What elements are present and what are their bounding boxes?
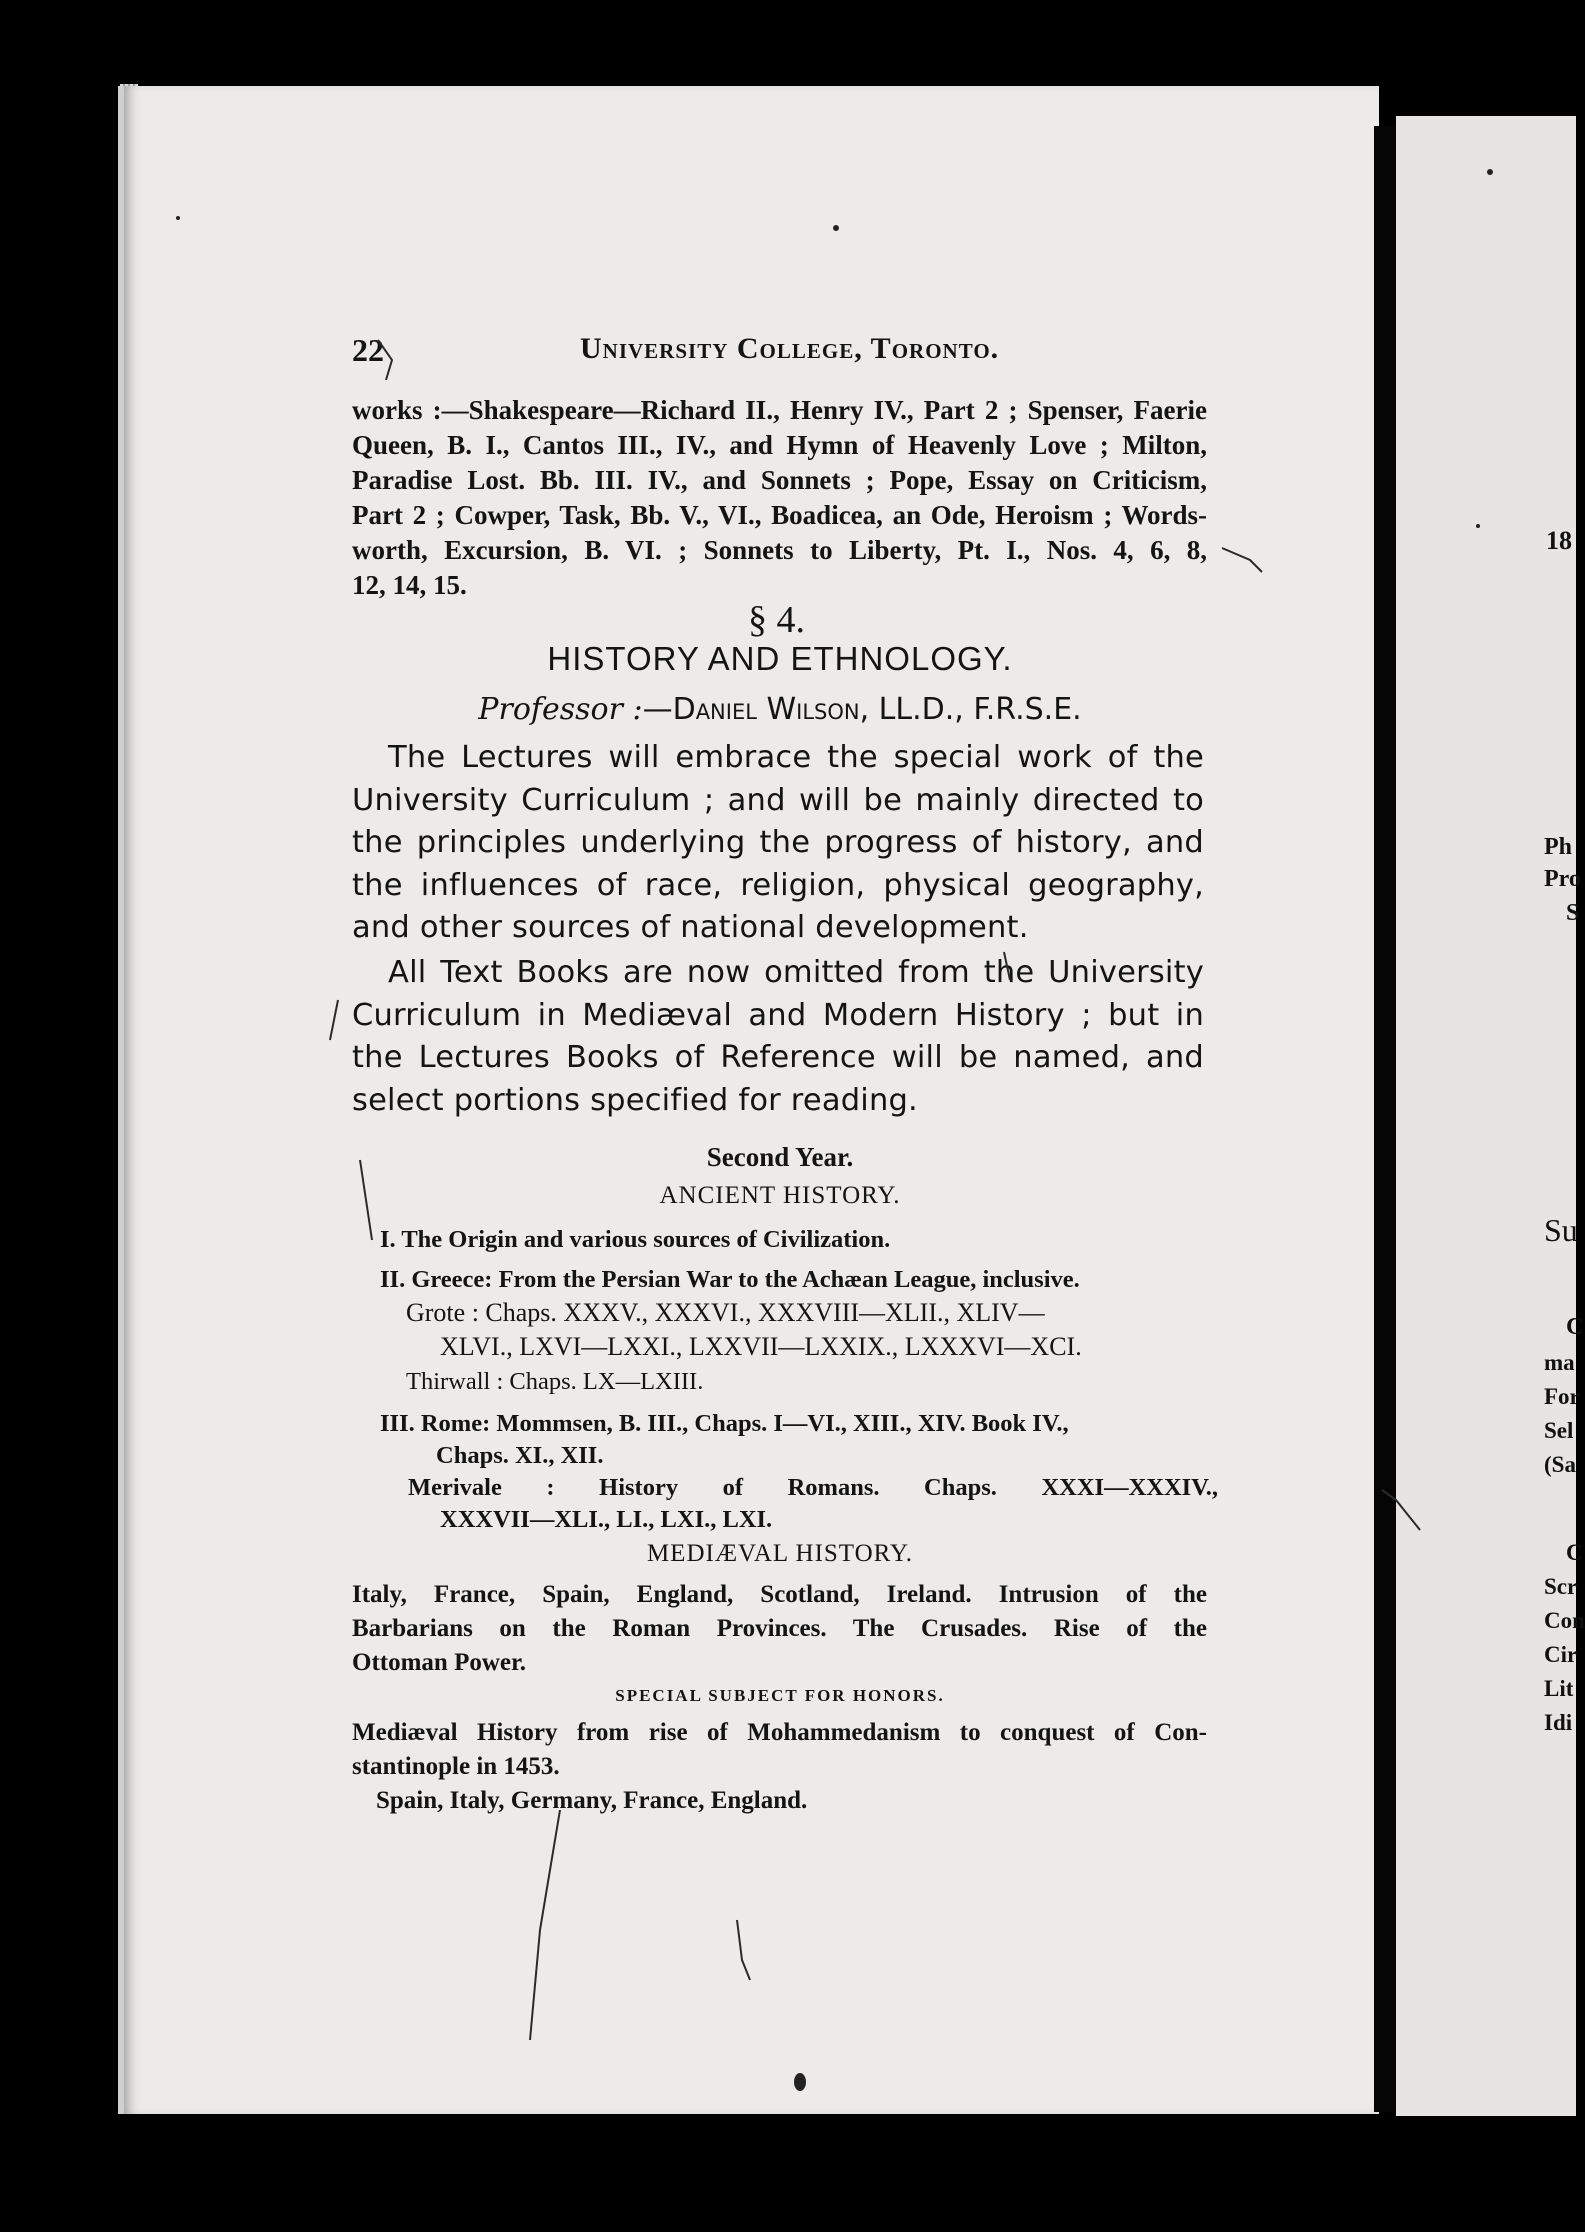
list-item: II. Greece: From the Persian War to the Achæan League, inclusive. (380, 1266, 1080, 1293)
medieval-line: Barbarians on the Roman Provinces. The Crusades. Rise of the (352, 1615, 1207, 1642)
facing-page-fragment: Ph (1544, 834, 1573, 860)
professor-label: Professor : (478, 692, 643, 727)
intro-line: works :—Shakespeare—Richard II., Henry IV., Part 2 ; Spenser, Faerie (352, 395, 1207, 425)
facing-page-fragment: ma (1544, 1350, 1575, 1375)
list-item: III. Rome: Mommsen, B. III., Chaps. I—VI., XIII., XIV. Book IV., (380, 1410, 1069, 1437)
facing-page-fragment: S (1566, 900, 1580, 926)
professor-name: —Daniel Wilson, LL.D., F.R.S.E. (642, 692, 1082, 727)
facing-page-fragment: C (1566, 1540, 1583, 1565)
list-item: XLVI., LXVI—LXXI., LXXVII—LXXIX., LXXXVI—XCI. (440, 1332, 1082, 1361)
list-item: XXXVII—XLI., LI., LXI., LXI. (440, 1506, 773, 1533)
medieval-line: Ottoman Power. (352, 1649, 527, 1676)
list-item: Thirwall : Chaps. LX—LXIII. (406, 1368, 704, 1395)
lecture-paragraph: All Text Books are now omitted from the University Curriculum in Mediæval and Modern History ; but in the Lectures Books of Reference will be named, and select portions specified for reading. (352, 955, 1204, 1118)
list-item: Chaps. XI., XII. (436, 1442, 604, 1469)
running-title: University College, Toronto. (580, 332, 1000, 365)
medieval-history-heading: MEDIÆVAL HISTORY. (646, 1540, 914, 1567)
list-item: Merivale : History of Romans. Chaps. XXXI—XXXIV., (408, 1474, 1218, 1501)
intro-line: Part 2 ; Cowper, Task, Bb. V., VI., Boadicea, an Ode, Heroism ; Words- (352, 500, 1207, 530)
facing-page-fragment: Pro (1544, 866, 1581, 892)
facing-page-fragment: Sel (1544, 1418, 1574, 1443)
list-item: Grote : Chaps. XXXV., XXXVI., XXXVIII—XLII., XLIV— (406, 1298, 1045, 1327)
facing-page-fragment: Su (1544, 1212, 1578, 1248)
intro-line: Paradise Lost. Bb. III. IV., and Sonnets ; Pope, Essay on Criticism, (352, 465, 1207, 495)
facing-page-fragment: Idi (1544, 1710, 1573, 1735)
section-mark: § 4. (748, 599, 805, 641)
ancient-history-heading: ANCIENT HISTORY. (659, 1182, 901, 1209)
intro-line: 12, 14, 15. (352, 570, 467, 600)
lecture-paragraph: The Lectures will embrace the special work of the University Curriculum ; and will be mainly directed to the principles underlying the progress of history, and the influences of race, religion, physical geography, and other sources of national development. (352, 740, 1204, 945)
special-subject-heading: SPECIAL SUBJECT FOR HONORS. (615, 1686, 945, 1705)
medieval-line: Italy, France, Spain, England, Scotland, Ireland. Intrusion of the (352, 1581, 1207, 1608)
special-line: stantinople in 1453. (352, 1753, 560, 1780)
facing-page-fragment: For (1544, 1384, 1580, 1409)
special-line: Mediæval History from rise of Mohammedanism to conquest of Con- (352, 1719, 1207, 1746)
section-title: HISTORY AND ETHNOLOGY. (547, 640, 1013, 677)
page-number: 22 (352, 332, 384, 368)
facing-page-fragment: (Sa (1544, 1452, 1576, 1477)
second-year-heading: Second Year. (706, 1142, 854, 1172)
facing-page-fragment: Scr (1544, 1574, 1578, 1599)
intro-line: Queen, B. I., Cantos III., IV., and Hymn of Heavenly Love ; Milton, (352, 430, 1207, 460)
list-item: I. The Origin and various sources of Civilization. (380, 1226, 891, 1253)
facing-page-fragment: Con (1544, 1608, 1585, 1633)
special-line: Spain, Italy, Germany, France, England. (376, 1787, 808, 1814)
facing-page-fragment: Lit (1544, 1676, 1574, 1701)
intro-line: worth, Excursion, B. VI. ; Sonnets to Liberty, Pt. I., Nos. 4, 6, 8, (352, 535, 1207, 565)
facing-page-fragment: Cir (1544, 1642, 1578, 1667)
facing-page-fragment: C (1566, 1314, 1584, 1340)
facing-page-fragment: 18 (1546, 526, 1572, 555)
